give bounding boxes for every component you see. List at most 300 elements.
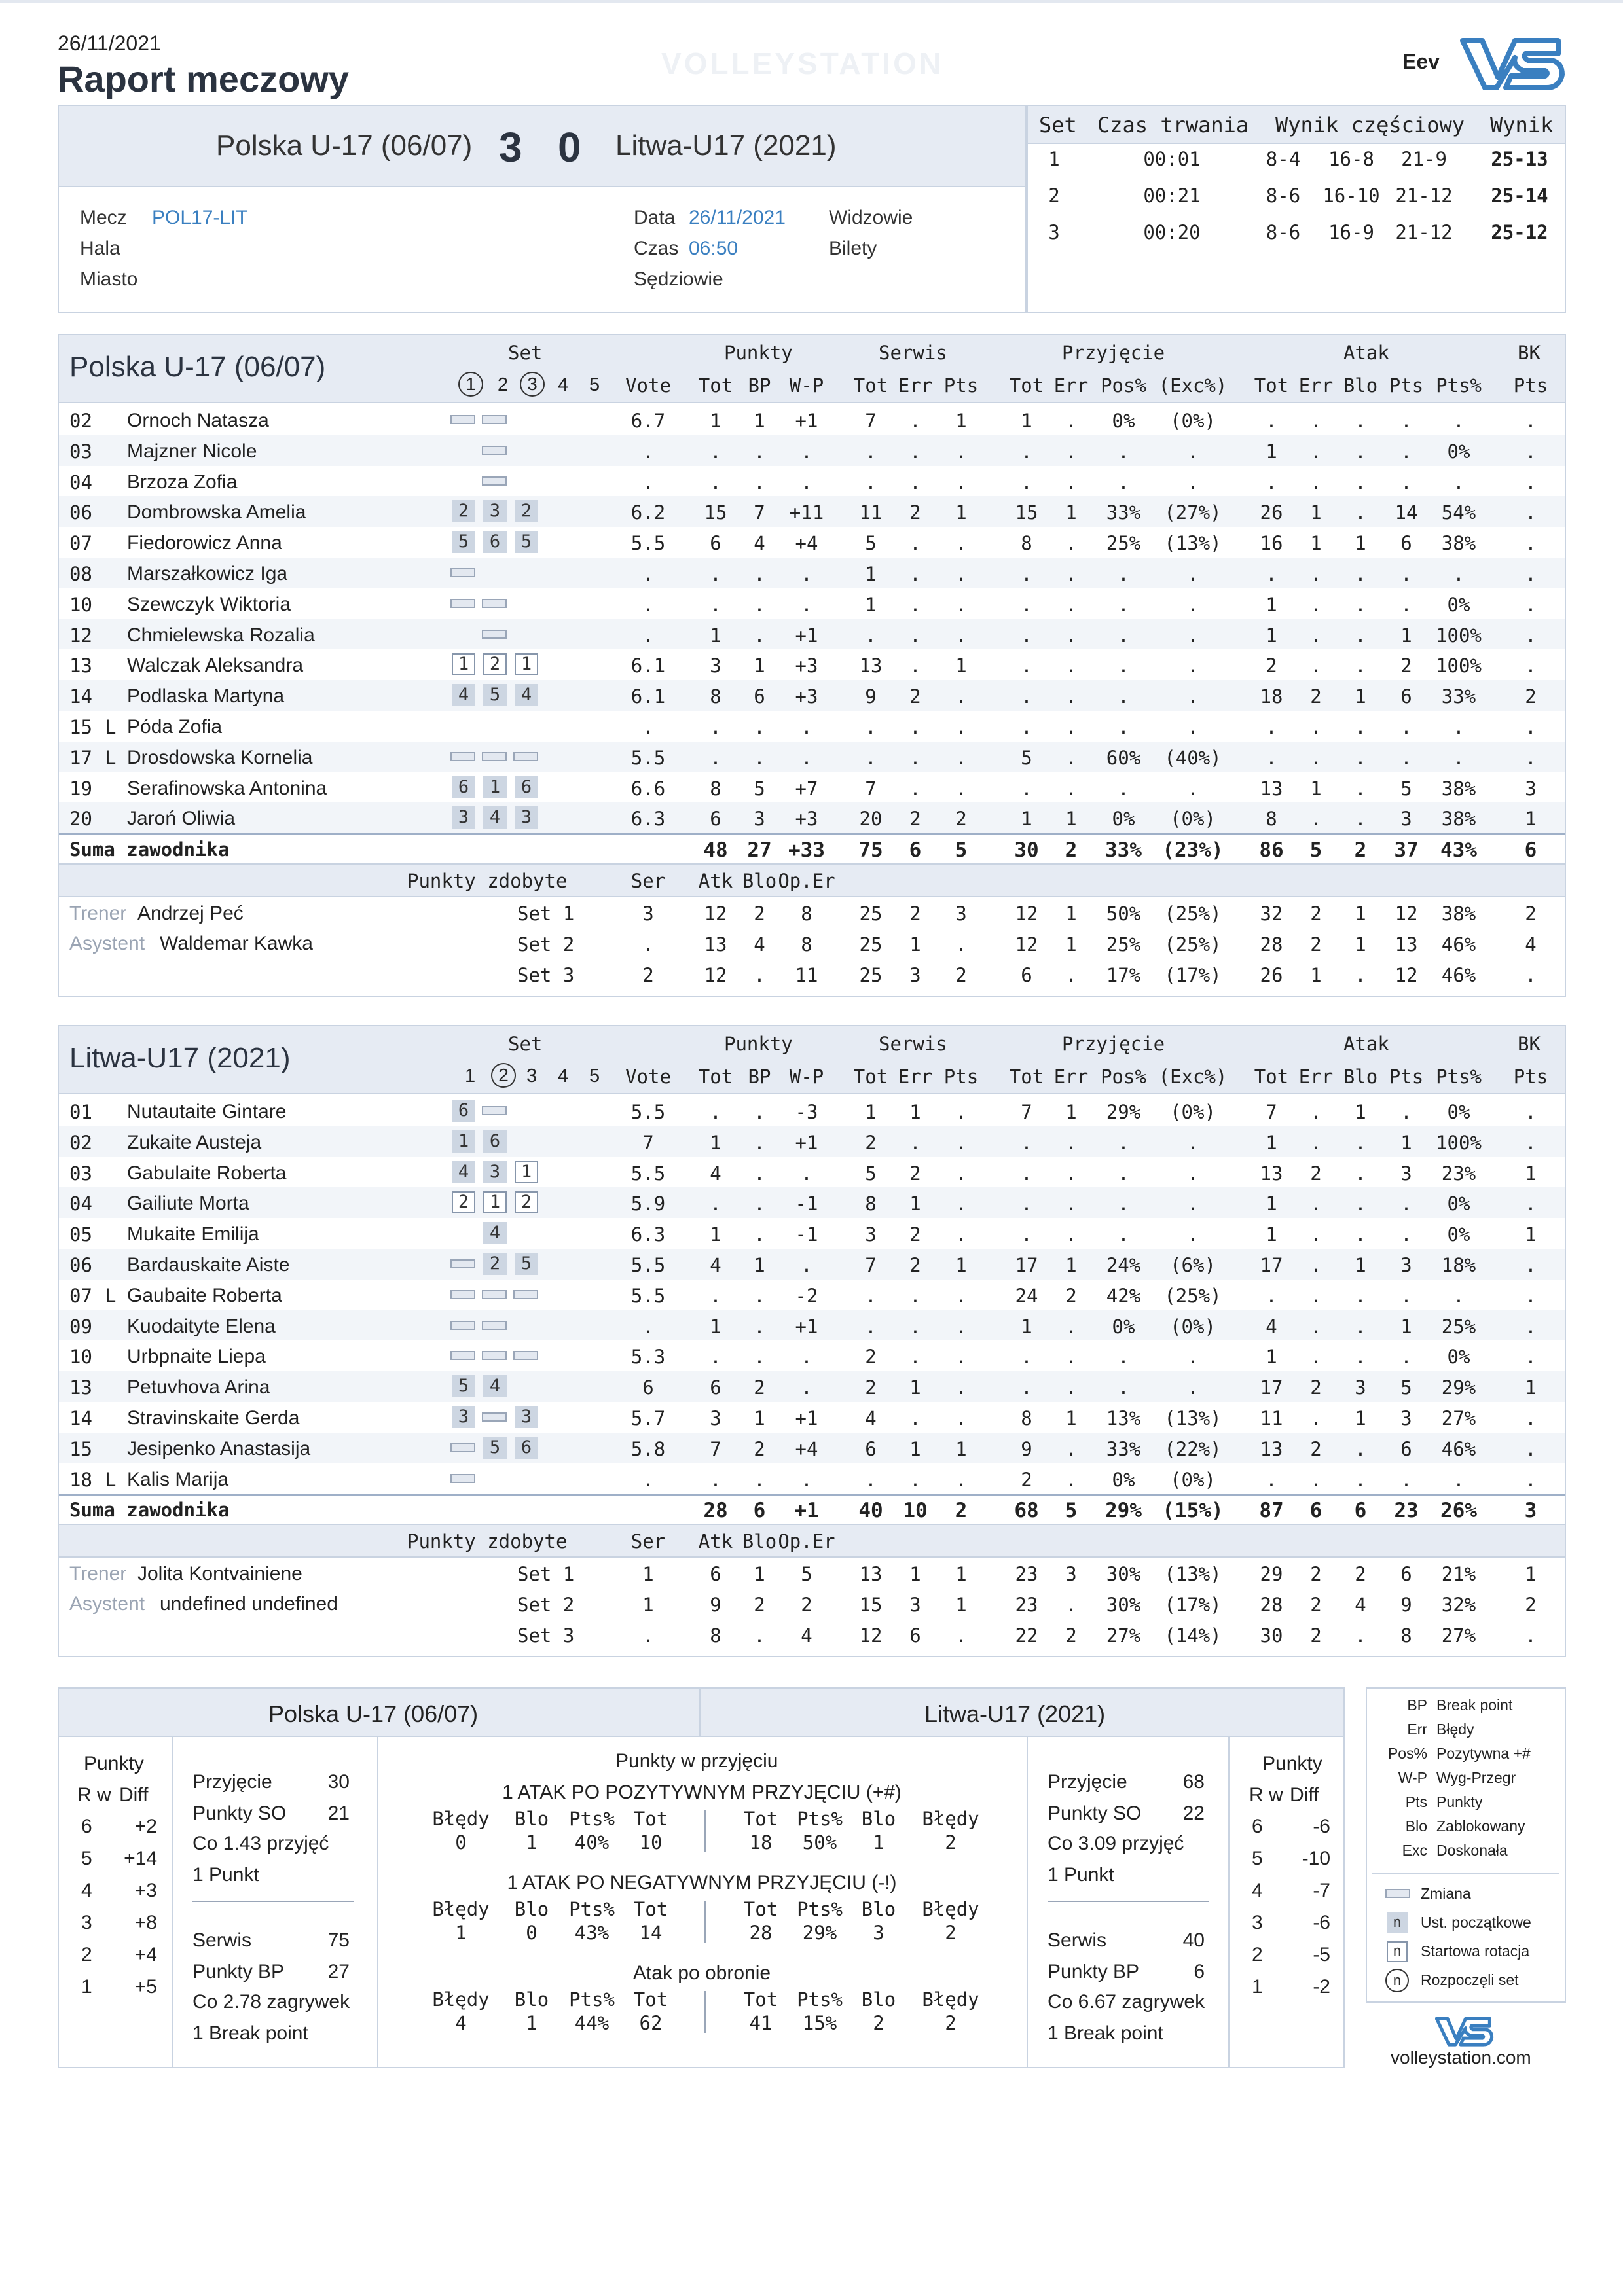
set-row-label: Set 1: [517, 1563, 575, 1586]
stat-cell: .: [642, 471, 654, 493]
stat-cell: 0%: [1447, 1101, 1470, 1123]
stat-cell: 6: [865, 1437, 877, 1460]
stat-cell: 5: [865, 532, 877, 555]
stat-cell: 6: [710, 1376, 721, 1399]
stat-cell: .: [865, 1315, 877, 1338]
center-rhead: Błędy: [922, 1808, 979, 1830]
stat-cell: .: [801, 1162, 812, 1185]
set-row-cell: 1: [1065, 903, 1077, 925]
coach-label: Trener: [69, 1563, 127, 1585]
stat-cell: .: [1355, 655, 1366, 677]
stat-cell: .: [1355, 471, 1366, 493]
stat-cell: .: [1021, 716, 1032, 738]
stat-cell: .: [1355, 1346, 1366, 1369]
stat-cell: .: [1118, 1193, 1129, 1215]
coach-name: Andrzej Peć: [137, 903, 244, 925]
col-sub-vote: Vote: [625, 1066, 671, 1088]
substitution-icon: [450, 1259, 475, 1268]
stat-cell: 6.7: [630, 410, 666, 432]
col-sub-pts: Pts: [1513, 1066, 1548, 1088]
substitution-icon: [482, 1106, 507, 1115]
col-sub-tot: Tot: [1254, 374, 1289, 397]
stat-cell: .: [1400, 1284, 1412, 1307]
player-number: 03: [69, 1162, 92, 1185]
home-score: 3: [499, 124, 522, 171]
score-header: [59, 106, 1025, 187]
stat-cell: .: [909, 593, 921, 616]
stat-cell: 2: [1310, 1376, 1322, 1399]
player-number: 19: [69, 777, 92, 800]
stat-cell: 1: [1065, 808, 1077, 831]
rot-diff: Diff: [1290, 1784, 1319, 1806]
stat-cell: 5: [1400, 777, 1412, 800]
stat-cell: .: [955, 1315, 967, 1338]
stat-cell: 2: [754, 1376, 765, 1399]
set-row-cell: 2: [1525, 1594, 1537, 1617]
sets-row-set: 2: [1048, 185, 1060, 207]
sum-top-rule: [59, 1494, 1565, 1496]
set-row-cell: 13: [859, 1563, 883, 1586]
player-number: 04: [69, 471, 92, 493]
stat-cell: 2: [865, 1376, 877, 1399]
player-name: Ornoch Natasza: [127, 410, 269, 431]
col-sub-tot: Tot: [853, 1066, 888, 1088]
stat-cell: .: [710, 563, 721, 585]
starting-lineup-cell: 3: [515, 1406, 538, 1428]
set-num: 1: [465, 1066, 476, 1086]
stat-cell: 1: [955, 655, 967, 677]
set-row-cell: 25: [859, 964, 883, 987]
coach-name: Jolita Kontvainiene: [137, 1563, 302, 1585]
stat-cell: .: [1021, 1162, 1032, 1185]
rot-diff-value: -7: [1313, 1880, 1330, 1901]
sum-cell: 86: [1259, 838, 1284, 863]
stat-cell: +3: [795, 808, 818, 831]
stat-cell: 2: [909, 1162, 921, 1185]
sum-cell: 87: [1259, 1499, 1284, 1523]
stat-cell: .: [1525, 410, 1537, 432]
stat-cell: 1: [909, 1437, 921, 1460]
center-rhead: Błędy: [922, 1988, 979, 2011]
report-date: 26/11/2021: [58, 31, 161, 55]
stat-cell: 6: [710, 808, 721, 831]
stat-cell: 5: [1400, 1376, 1412, 1399]
stat-cell: 5.5: [630, 1284, 666, 1307]
set-row-cell: 8: [801, 903, 812, 925]
legend-desc: Zablokowany: [1436, 1818, 1525, 1835]
page-title: Raport meczowy: [58, 58, 349, 99]
rot-number: 3: [1252, 1912, 1263, 1933]
stat-cell: +1: [795, 1131, 818, 1154]
stat-cell: 0%: [1112, 410, 1135, 432]
stat-cell: .: [1525, 1407, 1537, 1429]
stat-cell: .: [955, 1376, 967, 1399]
center-block-title: 1 ATAK PO POZYTYWNYM PRZYJĘCIU (+#): [502, 1782, 902, 1803]
stat-cell: .: [754, 624, 765, 647]
stat-cell: 1: [710, 624, 721, 647]
stat-cell: 5.5: [630, 746, 666, 769]
stat-cell: .: [1187, 1162, 1199, 1185]
stat-cell: .: [710, 1346, 721, 1369]
stat-cell: .: [1021, 593, 1032, 616]
set-row-cell: 3: [955, 903, 967, 925]
stat-cell: +1: [795, 1315, 818, 1338]
col-bk: BK: [1518, 342, 1541, 364]
stat-cell: .: [1525, 1468, 1537, 1491]
stat-cell: .: [801, 716, 812, 738]
stat-cell: .: [1453, 1468, 1465, 1491]
stat-cell: 18%: [1441, 1254, 1476, 1276]
summary-stat-value: 30: [327, 1771, 350, 1793]
center-block-title: 1 ATAK PO NEGATYWNYM PRZYJĘCIU (-!): [507, 1872, 897, 1893]
stat-cell: +1: [795, 1407, 818, 1429]
substitution-icon: [482, 1290, 507, 1299]
sum-cell: 3: [1524, 1499, 1537, 1523]
stat-cell: .: [1187, 440, 1199, 463]
rot-number: 5: [1252, 1848, 1263, 1869]
col-sub-blo: Blo: [1343, 1066, 1378, 1088]
center-lhead: Błędy: [432, 1988, 490, 2011]
set-row-cell: .: [754, 964, 765, 987]
legend-desc: Pozytywna +#: [1436, 1745, 1531, 1762]
starting-lineup-cell: 3: [515, 806, 538, 829]
stat-cell: .: [1065, 1193, 1077, 1215]
center-rhead: Blo: [861, 1898, 896, 1920]
stat-cell: .: [909, 1315, 921, 1338]
stat-cell: 1: [955, 1437, 967, 1460]
stat-cell: .: [1266, 471, 1277, 493]
sets-row-time: 00:21: [1143, 185, 1201, 207]
points-header-col: Ser: [630, 870, 666, 893]
sedziowie-label: Sędziowie: [634, 268, 723, 290]
stat-cell: .: [1310, 1468, 1322, 1491]
watermark: VOLLEYSTATION: [661, 46, 944, 81]
sets-row-p3: 21-9: [1401, 148, 1447, 170]
set-row-cell: 2: [1525, 903, 1537, 925]
set-row-cell: .: [1525, 1624, 1537, 1647]
stat-cell: 4: [710, 1162, 721, 1185]
stat-cell: .: [1310, 624, 1322, 647]
stat-cell: +7: [795, 777, 818, 800]
stat-cell: 6.3: [630, 808, 666, 831]
player-number: 17: [69, 746, 92, 769]
rot-rw: R w: [77, 1784, 111, 1806]
center-lval: 40%: [574, 1831, 610, 1854]
starting-lineup-cell: 4: [483, 1375, 507, 1397]
bilety-label: Bilety: [829, 238, 877, 259]
col-sub-vote: Vote: [625, 374, 671, 397]
set-row-cell: 1: [1310, 964, 1322, 987]
center-divider: [704, 1991, 706, 2033]
stat-cell: .: [955, 1162, 967, 1185]
stat-cell: +4: [795, 532, 818, 555]
stat-cell: .: [1065, 624, 1077, 647]
set-row-label: Set 3: [517, 1624, 575, 1647]
stat-cell: .: [754, 1468, 765, 1491]
stat-cell: .: [710, 440, 721, 463]
sets-col-time: Czas trwania: [1097, 113, 1249, 137]
stat-cell: 1: [754, 1407, 765, 1429]
summary-stat-label: Przyjęcie: [192, 1771, 272, 1793]
center-rhead: Blo: [861, 1988, 896, 2011]
stat-cell: .: [754, 1315, 765, 1338]
player-number: 20: [69, 808, 92, 831]
rot-number: 4: [81, 1880, 92, 1901]
away-score: 0: [558, 124, 581, 171]
stat-cell: .: [801, 563, 812, 585]
stat-cell: 24%: [1106, 1254, 1141, 1276]
sum-cell: 37: [1394, 838, 1419, 863]
starting-lineup-cell: 2: [483, 1253, 507, 1275]
sum-label: Suma zawodnika: [69, 1499, 230, 1522]
sets-row-set: 1: [1048, 148, 1060, 170]
stat-cell: +11: [789, 501, 824, 524]
stat-cell: 1: [1400, 1315, 1412, 1338]
set-num: 5: [589, 1066, 600, 1086]
col-sub-pos: Pos%: [1101, 374, 1146, 397]
libero-flag: L: [105, 746, 117, 769]
stat-cell: .: [955, 1468, 967, 1491]
set-row-cell: .: [955, 1624, 967, 1647]
stat-cell: 2: [909, 808, 921, 831]
player-name: Gabulaite Roberta: [127, 1162, 287, 1184]
stat-cell: .: [1355, 1162, 1366, 1185]
mecz-value: POL17-LIT: [152, 207, 248, 228]
player-name: Jaroń Oliwia: [127, 808, 236, 830]
stat-cell: .: [1525, 1437, 1537, 1460]
set-row-cell: 2: [909, 903, 921, 925]
stat-cell: 16: [1260, 532, 1283, 555]
set-row-cell: 30: [1260, 1624, 1283, 1647]
center-lhead: Blo: [514, 1988, 549, 2011]
stat-cell: .: [1400, 746, 1412, 769]
col-bk: BK: [1518, 1033, 1541, 1055]
substitution-icon: [450, 415, 475, 424]
stat-cell: 0%: [1447, 593, 1470, 616]
stat-cell: -1: [795, 1223, 818, 1246]
set-row-cell: 23: [1015, 1594, 1038, 1617]
center-lval: 14: [639, 1922, 663, 1944]
stat-cell: 11: [859, 501, 883, 524]
summary-stat-label: Co 3.09 przyjęć: [1048, 1833, 1184, 1854]
stat-cell: 38%: [1441, 777, 1476, 800]
stat-cell: .: [1065, 1376, 1077, 1399]
stat-cell: 1: [1266, 1131, 1277, 1154]
stat-cell: 2: [1266, 655, 1277, 677]
stat-cell: .: [865, 1284, 877, 1307]
stat-cell: .: [1310, 1346, 1322, 1369]
points-header-label: Punkty zdobyte: [407, 870, 568, 893]
stat-cell: 8: [865, 1193, 877, 1215]
stat-cell: 1: [955, 501, 967, 524]
legend-abbr: Pos%: [1387, 1745, 1427, 1762]
col-sub-tot: Tot: [698, 374, 733, 397]
rot-diff-value: +4: [134, 1944, 157, 1965]
substitution-icon: [482, 599, 507, 608]
stat-cell: .: [865, 1468, 877, 1491]
stat-cell: .: [1355, 501, 1366, 524]
stat-cell: .: [1310, 716, 1322, 738]
stat-cell: .: [865, 716, 877, 738]
stat-cell: 33%: [1106, 501, 1141, 524]
summary-home-name: Polska U-17 (06/07): [268, 1700, 479, 1727]
starting-lineup-cell: 6: [515, 776, 538, 798]
rot-number: 6: [81, 1816, 92, 1837]
stat-cell: .: [1525, 471, 1537, 493]
stat-cell: .: [1400, 1346, 1412, 1369]
player-number: 06: [69, 501, 92, 524]
stat-cell: .: [1355, 1223, 1366, 1246]
stat-cell: 33%: [1441, 685, 1476, 708]
starting-lineup-cell: 6: [483, 1130, 507, 1153]
player-number: 15: [69, 1437, 92, 1460]
set-row-cell: 27%: [1441, 1624, 1476, 1647]
center-lval: 1: [455, 1922, 467, 1944]
col-sub-tot: Tot: [1009, 1066, 1044, 1088]
stat-cell: .: [955, 440, 967, 463]
starting-lineup-cell: 2: [515, 500, 538, 522]
stat-cell: 6.6: [630, 777, 666, 800]
sets-col-set: Set: [1039, 113, 1077, 137]
stat-cell: 3: [1355, 1376, 1366, 1399]
sets-row-set: 3: [1048, 221, 1060, 243]
stat-cell: .: [1021, 471, 1032, 493]
col-sub-wp: W-P: [789, 374, 824, 397]
stat-cell: 1: [1266, 593, 1277, 616]
starting-lineup-cell: 1: [452, 1130, 475, 1153]
stat-cell: .: [1065, 1131, 1077, 1154]
sum-top-rule: [59, 833, 1565, 835]
starting-lineup-cell: 5: [515, 1253, 538, 1275]
stat-cell: 3: [754, 808, 765, 831]
sum-cell: 2: [1065, 838, 1078, 863]
player-number: 05: [69, 1223, 92, 1246]
stat-cell: 9: [1021, 1437, 1032, 1460]
col-sub-pts: Pts: [1513, 374, 1548, 397]
center-lhead: Błędy: [432, 1898, 490, 1920]
stat-cell: .: [1355, 624, 1366, 647]
stat-cell: 5.8: [630, 1437, 666, 1460]
stat-cell: .: [1400, 716, 1412, 738]
player-name: Gailiute Morta: [127, 1193, 249, 1215]
player-name: Majzner Nicole: [127, 440, 257, 462]
player-number: 12: [69, 624, 92, 647]
set-row-cell: 46%: [1441, 964, 1476, 987]
sum-cell: 43%: [1440, 838, 1477, 863]
stat-cell: .: [1021, 563, 1032, 585]
stat-cell: 0%: [1447, 1193, 1470, 1215]
stat-cell: 1: [1266, 624, 1277, 647]
stat-cell: 100%: [1436, 1131, 1482, 1154]
set-row-cell: 1: [642, 1594, 654, 1617]
stat-cell: .: [1266, 410, 1277, 432]
set-num: 4: [558, 374, 569, 395]
set-row-cell: .: [1355, 1624, 1366, 1647]
set-row-cell: 12: [1395, 964, 1418, 987]
starting-lineup-cell: 3: [452, 806, 475, 829]
summary-stat-label: Punkty BP: [1048, 1961, 1140, 1982]
col-serwis: Serwis: [879, 342, 947, 364]
stat-cell: 4: [754, 532, 765, 555]
col-sub-err: Err: [1298, 374, 1334, 397]
set-row-cell: 32: [1260, 903, 1283, 925]
set-row-cell: 2: [642, 964, 654, 987]
center-rval: 1: [873, 1831, 884, 1854]
set-row-cell: 29: [1260, 1563, 1283, 1586]
center-lhead: Tot: [633, 1898, 668, 1920]
rot-number: 2: [1252, 1944, 1263, 1965]
set-row-cell: .: [955, 933, 967, 956]
center-lhead: Pts%: [569, 1808, 615, 1830]
col-sub-tot: Tot: [1254, 1066, 1289, 1088]
substitution-icon: [482, 415, 507, 424]
stat-cell: 1: [1310, 532, 1322, 555]
set-row-cell: 8: [1400, 1624, 1412, 1647]
stat-cell: 13: [859, 655, 883, 677]
points-header-col: Ser: [630, 1530, 666, 1553]
stat-cell: .: [865, 624, 877, 647]
stat-cell: 3: [1400, 1254, 1412, 1276]
stat-cell: .: [1355, 777, 1366, 800]
stat-cell: .: [1525, 716, 1537, 738]
summary-header-divider: [699, 1689, 701, 1737]
summary-col-divider: [1228, 1737, 1230, 2067]
set-row-cell: 2: [754, 1594, 765, 1617]
stat-cell: 2: [909, 685, 921, 708]
summary-away-name: Litwa-U17 (2021): [924, 1700, 1106, 1727]
starting-rotation-cell: 2: [452, 1191, 475, 1213]
player-number: 06: [69, 1254, 92, 1276]
sets-row-p3: 21-12: [1395, 221, 1453, 243]
stat-cell: 5: [1021, 746, 1032, 769]
sum-cell: 6: [1309, 1499, 1322, 1523]
summary-stat-value: 22: [1182, 1803, 1205, 1824]
set-row-cell: 28: [1260, 933, 1283, 956]
stat-cell: .: [909, 655, 921, 677]
stat-cell: .: [1525, 655, 1537, 677]
set-row-cell: (25%): [1164, 903, 1222, 925]
starting-rotation-cell: 1: [515, 1161, 538, 1183]
stat-cell: .: [642, 440, 654, 463]
stat-cell: 5.5: [630, 532, 666, 555]
center-lval: 62: [639, 2012, 663, 2034]
set-row-cell: .: [642, 1624, 654, 1647]
center-rval: 50%: [802, 1831, 837, 1854]
stat-cell: .: [909, 410, 921, 432]
sum-cell: 5: [1065, 1499, 1078, 1523]
stat-cell: .: [801, 440, 812, 463]
substitution-icon: [450, 599, 475, 608]
home-team-name: Polska U-17 (06/07): [216, 130, 473, 162]
starting-rotation-cell: 1: [452, 653, 475, 675]
set-row-cell: .: [1065, 1594, 1077, 1617]
starting-lineup-cell: 4: [483, 806, 507, 829]
rot-number: 1: [1252, 1976, 1263, 1998]
stat-cell: .: [1118, 1162, 1129, 1185]
legend-desc: Doskonała: [1436, 1842, 1508, 1859]
summary-stat-label: Serwis: [1048, 1929, 1107, 1951]
stat-cell: .: [1355, 1468, 1366, 1491]
rot-diff-value: -6: [1313, 1816, 1330, 1837]
center-rval: 15%: [802, 2012, 837, 2034]
rot-diff-value: -6: [1313, 1912, 1330, 1933]
stat-cell: .: [754, 1223, 765, 1246]
stat-cell: .: [1065, 685, 1077, 708]
stat-cell: .: [1021, 685, 1032, 708]
stat-cell: .: [1118, 716, 1129, 738]
stat-cell: .: [1355, 563, 1366, 585]
stat-cell: .: [1400, 1101, 1412, 1123]
